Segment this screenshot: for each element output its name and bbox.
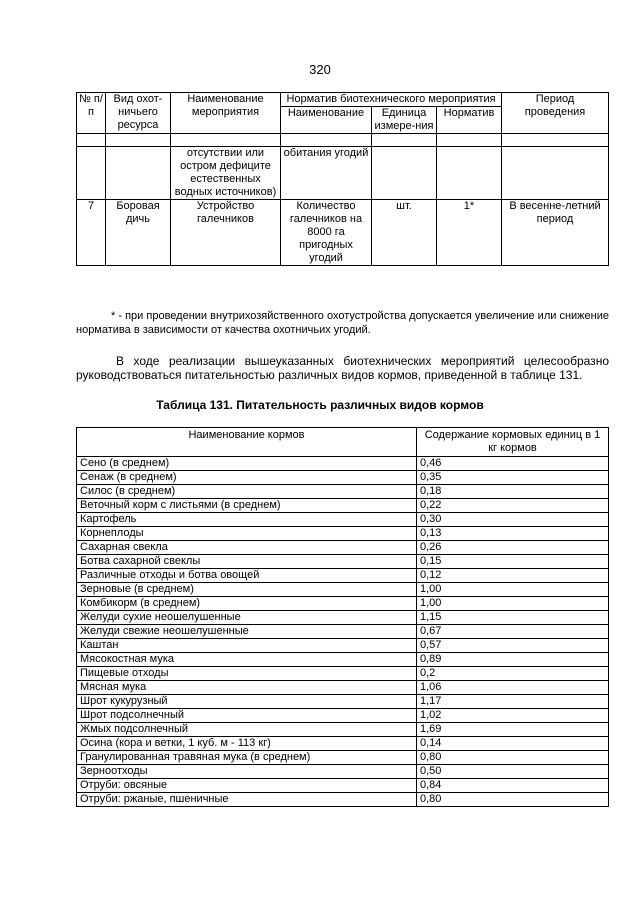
table-row [77, 653, 609, 667]
feed-value: 0,12 [417, 569, 609, 583]
feed-name: Гранулированная травяная мука (в среднем) [77, 751, 417, 765]
table-title: Таблица 131. Питательность различных видов кормов [156, 398, 484, 412]
feed-value: 1,02 [417, 709, 609, 723]
feed-name: Корнеплоды [77, 527, 417, 541]
table-row [77, 555, 609, 569]
header-measure: Наименование мероприятия [171, 93, 281, 134]
feed-name: Зерновые (в среднем) [77, 583, 417, 597]
header-resource: Вид охот-ничьего ресурса [106, 93, 171, 134]
feed-value: 1,15 [417, 611, 609, 625]
feed-value: 0,89 [417, 653, 609, 667]
feed-value: 0,15 [417, 555, 609, 569]
feed-value: 0,67 [417, 625, 609, 639]
feed-name: Осина (кора и ветки, 1 куб. м - 113 кг) [77, 737, 417, 751]
feed-value: 1,00 [417, 597, 609, 611]
table-row [77, 625, 609, 639]
biotech-measures-table [76, 92, 609, 266]
page-number: 320 [309, 62, 331, 77]
header-norm-group: Норматив биотехнического мероприятия [281, 93, 502, 107]
feed-name: Отруби: ржаные, пшеничные [77, 793, 417, 807]
feed-value: 1,17 [417, 695, 609, 709]
table-row: 7 Боровая дичь Устройство галечников Количество галечников на 8000 га пригодных угодий шт. 1* В весенне-летний период [77, 200, 609, 266]
table-row [77, 583, 609, 597]
body-paragraph: В ходе реализации вышеуказанных биотехнических мероприятий целесообразно руководствоваться питательностью различных видов кормов, приведенной в таблице 131. [76, 354, 609, 382]
feed-value: 0,57 [417, 639, 609, 653]
feed-value: 1,00 [417, 583, 609, 597]
feed-value: 0,35 [417, 471, 609, 485]
table-row [77, 499, 609, 513]
feed-name: Отруби: овсяные [77, 779, 417, 793]
footnote: * - при проведении внутрихозяйственного охотустройства допускается увеличение или снижение норматива в зависимости от качества охотничьих угодий. [76, 310, 609, 336]
header-norm-name: Наименование [281, 107, 372, 134]
header-norm-unit: Единица измере-ния [372, 107, 437, 134]
feed-name: Шрот подсолнечный [77, 709, 417, 723]
header-norm-value: Норматив [437, 107, 502, 134]
feed-value: 0,80 [417, 751, 609, 765]
table-row [77, 751, 609, 765]
feed-value: 0,26 [417, 541, 609, 555]
feed-name: Желуди сухие неошелушенные [77, 611, 417, 625]
feed-value: 0,13 [417, 527, 609, 541]
table-row [77, 793, 609, 807]
feed-nutrition-table [76, 427, 609, 807]
feed-value: 0,50 [417, 765, 609, 779]
table-row [77, 737, 609, 751]
table-row [77, 485, 609, 499]
feed-value: 0,46 [417, 457, 609, 471]
table-row [77, 709, 609, 723]
table-row [77, 611, 609, 625]
feed-value: 0,30 [417, 513, 609, 527]
feed-name: Мясная мука [77, 681, 417, 695]
table-row [77, 779, 609, 793]
feed-name: Сахарная свекла [77, 541, 417, 555]
table-row: отсутствии или остром дефиците естественных водных источников) обитания угодий [77, 147, 609, 200]
feed-name: Различные отходы и ботва овощей [77, 569, 417, 583]
feed-name: Картофель [77, 513, 417, 527]
table-row [77, 541, 609, 555]
feed-value: 0,14 [417, 737, 609, 751]
feed-name: Желуди свежие неошелушенные [77, 625, 417, 639]
feed-name: Мясокостная мука [77, 653, 417, 667]
table-row [77, 527, 609, 541]
table-row [77, 513, 609, 527]
table-row [77, 681, 609, 695]
header-period: Период проведения [502, 93, 609, 134]
feed-value: 0,18 [417, 485, 609, 499]
feed-name: Жмых подсолнечный [77, 723, 417, 737]
header-feed-name: Наименование кормов [77, 428, 417, 457]
table-row [77, 597, 609, 611]
feed-name: Силос (в среднем) [77, 485, 417, 499]
table-row [77, 695, 609, 709]
table-row [77, 457, 609, 471]
feed-name: Шрот кукурузный [77, 695, 417, 709]
feed-name: Комбикорм (в среднем) [77, 597, 417, 611]
feed-name: Веточный корм с листьями (в среднем) [77, 499, 417, 513]
header-num: № п/п [77, 93, 106, 134]
table-row [77, 667, 609, 681]
feed-name: Каштан [77, 639, 417, 653]
table-row [77, 765, 609, 779]
table-row [77, 723, 609, 737]
header-feed-units: Содержание кормовых единиц в 1 кг кормов [417, 428, 609, 457]
feed-name: Ботва сахарной свеклы [77, 555, 417, 569]
feed-name: Сено (в среднем) [77, 457, 417, 471]
feed-value: 0,84 [417, 779, 609, 793]
feed-value: 0,2 [417, 667, 609, 681]
feed-rows [77, 457, 609, 807]
feed-name: Сенаж (в среднем) [77, 471, 417, 485]
feed-value: 1,06 [417, 681, 609, 695]
feed-name: Пищевые отходы [77, 667, 417, 681]
table-row [77, 569, 609, 583]
feed-name: Зерноотходы [77, 765, 417, 779]
table-row [77, 471, 609, 485]
feed-value: 1,69 [417, 723, 609, 737]
feed-value: 0,22 [417, 499, 609, 513]
feed-value: 0,80 [417, 793, 609, 807]
table-row [77, 639, 609, 653]
